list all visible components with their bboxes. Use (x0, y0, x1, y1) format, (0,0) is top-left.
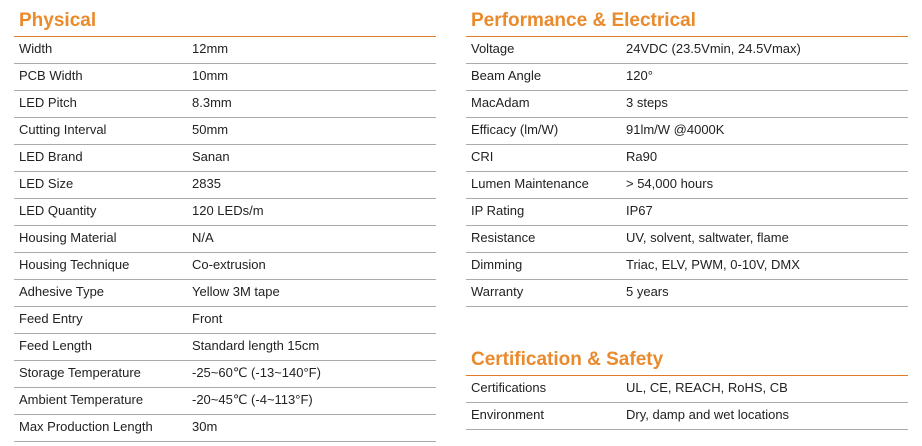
spec-value: 2835 (192, 176, 221, 191)
spec-value: Ra90 (626, 149, 658, 164)
spec-value: 10mm (192, 68, 229, 83)
table-row (14, 199, 436, 226)
spec-label: Feed Entry (19, 311, 83, 326)
table-row (466, 403, 908, 430)
spec-label: CRI (471, 149, 494, 164)
spec-label: Adhesive Type (19, 284, 105, 299)
spec-label: MacAdam (471, 95, 530, 110)
spec-value: -20~45℃ (-4~113°F) (192, 392, 313, 407)
certification-section (466, 339, 908, 430)
spec-label: Ambient Temperature (19, 392, 144, 407)
table-row (466, 199, 908, 226)
spec-label: Warranty (471, 284, 524, 299)
physical-table (14, 37, 436, 442)
spec-label: LED Quantity (19, 203, 97, 218)
spec-label: Max Production Length (19, 419, 153, 434)
spec-value: -25~60℃ (-13~140°F) (192, 365, 321, 380)
spec-label: Dimming (471, 257, 523, 272)
spec-value: 50mm (192, 122, 229, 137)
table-row (466, 280, 908, 307)
spec-value: N/A (192, 230, 214, 245)
spec-label: LED Pitch (19, 95, 77, 110)
spec-label: Environment (471, 407, 544, 422)
spec-label: Certifications (471, 380, 547, 395)
spec-value: 5 years (626, 284, 669, 299)
spec-label: Cutting Interval (19, 122, 107, 137)
spec-value: 3 steps (626, 95, 668, 110)
table-row (466, 376, 908, 403)
spec-value: 91lm/W @4000K (626, 122, 725, 137)
table-row (466, 64, 908, 91)
table-row (14, 172, 436, 199)
spec-label: IP Rating (471, 203, 525, 218)
spec-value: Standard length 15cm (192, 338, 320, 353)
spec-value: 120° (626, 68, 653, 83)
spec-value: IP67 (626, 203, 653, 218)
spec-label: Width (19, 41, 53, 56)
spec-value: Dry, damp and wet locations (626, 407, 790, 422)
spec-label: Beam Angle (471, 68, 542, 83)
spec-value: 120 LEDs/m (192, 203, 264, 218)
spec-value: Front (192, 311, 223, 326)
physical-section (14, 0, 436, 442)
spec-label: Voltage (471, 41, 515, 56)
physical-title: Physical (19, 10, 97, 31)
table-row (466, 226, 908, 253)
spec-label: Housing Material (19, 230, 117, 245)
spec-label: LED Size (19, 176, 74, 191)
spec-value: Co-extrusion (192, 257, 266, 272)
certification-title: Certification & Safety (471, 349, 664, 370)
spec-value: UV, solvent, saltwater, flame (626, 230, 789, 245)
spec-value: UL, CE, REACH, RoHS, CB (626, 380, 788, 395)
spec-label: LED Brand (19, 149, 83, 164)
table-row (14, 280, 436, 307)
table-row (14, 91, 436, 118)
table-row (466, 172, 908, 199)
table-row (466, 37, 908, 64)
spec-label: PCB Width (19, 68, 83, 83)
spec-value: 12mm (192, 41, 229, 56)
spec-value: Triac, ELV, PWM, 0-10V, DMX (626, 257, 800, 272)
certification-table (466, 376, 908, 430)
table-row (14, 145, 436, 172)
table-row (466, 91, 908, 118)
table-row (14, 415, 436, 442)
spec-value: 24VDC (23.5Vmin, 24.5Vmax) (626, 41, 801, 56)
spec-label: Feed Length (19, 338, 93, 353)
table-row (14, 253, 436, 280)
table-row (14, 361, 436, 388)
spec-value: Sanan (192, 149, 230, 164)
table-row (14, 388, 436, 415)
table-row (14, 307, 436, 334)
performance-section (466, 0, 908, 307)
spec-label: Storage Temperature (19, 365, 141, 380)
table-row (14, 334, 436, 361)
table-row (14, 64, 436, 91)
performance-title: Performance & Electrical (471, 10, 696, 31)
table-row (14, 118, 436, 145)
spec-value: 8.3mm (192, 95, 232, 110)
spec-label: Housing Technique (19, 257, 130, 272)
spec-value: > 54,000 hours (626, 176, 714, 191)
table-row (466, 253, 908, 280)
spec-value: Yellow 3M tape (192, 284, 280, 299)
table-row (14, 37, 436, 64)
table-row (466, 145, 908, 172)
table-row (466, 118, 908, 145)
table-row (14, 226, 436, 253)
spec-label: Resistance (471, 230, 536, 245)
spec-label: Lumen Maintenance (471, 176, 589, 191)
spec-label: Efficacy (lm/W) (471, 122, 559, 137)
performance-table (466, 37, 908, 307)
spec-value: 30m (192, 419, 218, 434)
